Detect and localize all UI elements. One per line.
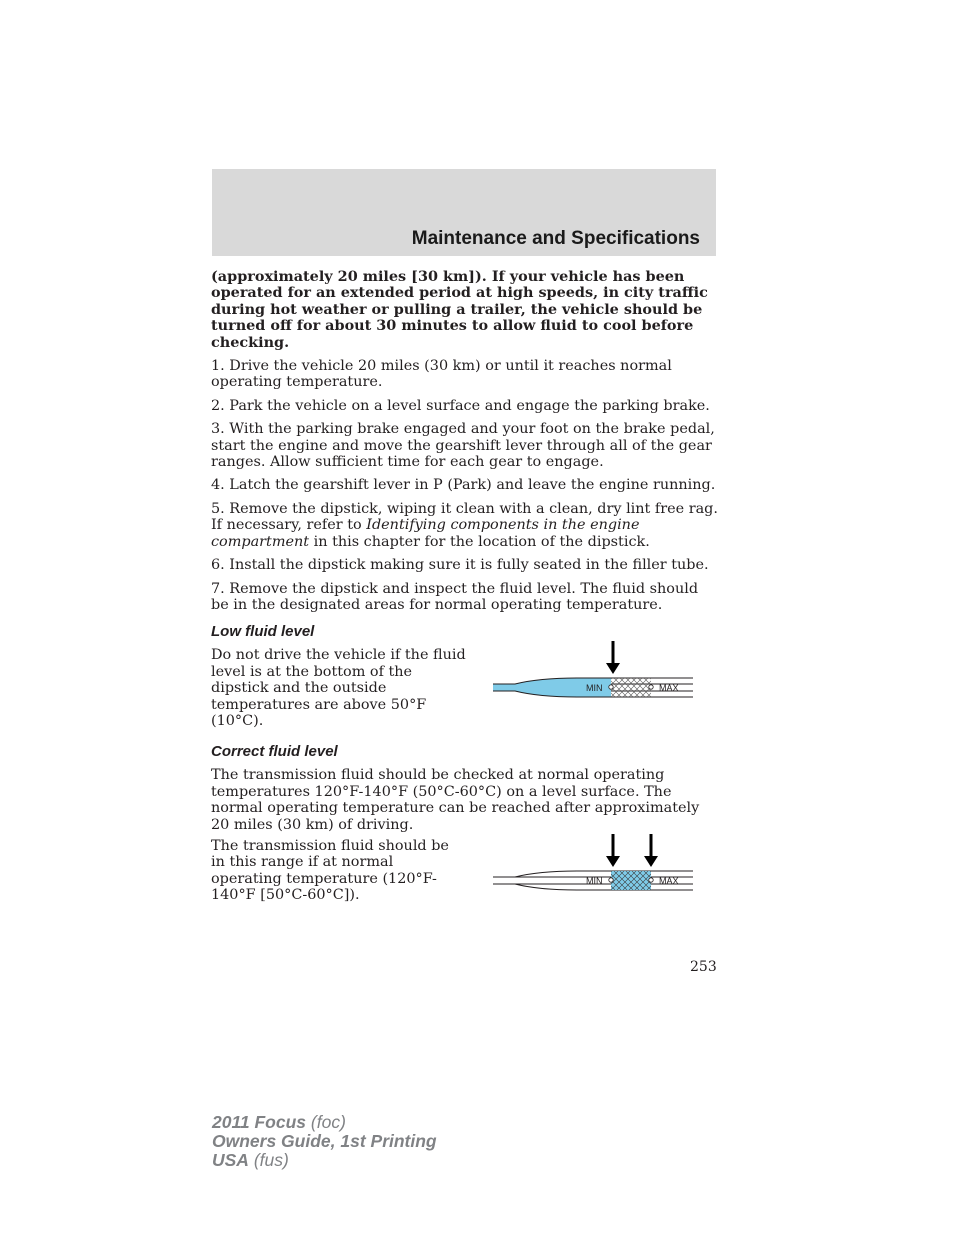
low-fluid-row [211,647,719,729]
step-5-reference: Identifying components in the engine compartment [211,517,640,550]
hatched-range-filled [611,871,651,890]
correct-fluid-row [211,838,719,904]
footer-line-3 [212,1151,437,1170]
step-7: 7. Remove the dipstick and inspect the fluid level. The fluid should be in the designated areas for normal operating temperature. [211,580,699,613]
correct-fluid-range-text: The transmission fluid should be in this range if at normal operating temperature (120°F-140°F [50°C-60°C]). [211,837,449,904]
max-label: MAX [659,875,679,886]
max-mark [649,878,653,882]
min-arrow-head [606,856,620,867]
min-mark [609,685,613,689]
step-5-tail: in this chapter for the location of the dipstick. [309,533,650,550]
footer-line-2 [212,1132,437,1151]
step-6: 6. Install the dipstick making sure it is fully seated in the filler tube. [211,557,709,574]
footer-market: USA [212,1150,249,1170]
footer [212,1113,437,1170]
max-label: MAX [659,683,679,694]
page-number: 253 [690,959,717,975]
max-mark [649,685,653,689]
intro-warning: (approximately 20 miles [30 km]). If your vehicle has been operated for an extended period at high speeds, in city traffic during hot weather or pulling a trailer, the vehicle should be turned off for about 30 minutes to allow fluid to cool before checking. [211,268,708,351]
step-4: 4. Latch the gearshift lever in P (Park) and leave the engine running. [211,477,716,494]
correct-fluid-text: The transmission fluid should be checked at normal operating temperatures 120°F-140°F (50°C-60°C) on a level surface. The normal operating temperature can be reached after approximately 20 miles (30 km) of driving. [211,767,700,833]
footer-edition: Owners Guide, 1st Printing [212,1131,437,1151]
footer-model: 2011 Focus [212,1112,307,1132]
footer-market-code: (fus) [248,1150,289,1170]
correct-fluid-dipstick-diagram [493,834,697,898]
page-content [211,269,719,911]
hatched-range [611,678,651,697]
header-band [212,169,716,256]
low-fluid-text: Do not drive the vehicle if the fluid level is at the bottom of the dipstick and the outside temperatures are above 50°F (10°C). [211,647,466,729]
max-arrow-head [644,856,658,867]
step-1: 1. Drive the vehicle 20 miles (30 km) or until it reaches normal operating temperature. [211,358,672,391]
footer-line-1 [212,1113,437,1132]
step-2: 2. Park the vehicle on a level surface and engage the parking brake. [211,397,710,414]
section-title: Maintenance and Specifications [411,228,700,249]
step-3: 3. With the parking brake engaged and your foot on the brake pedal, start the engine and move the gearshift lever through all of the gear ranges. Allow sufficient time for each gear to engage. [211,421,715,471]
min-label: MIN [586,875,603,886]
low-fluid-heading: Low fluid level [211,623,315,641]
step-5 [211,501,719,550]
low-fluid-dipstick-diagram [493,641,697,705]
correct-fluid-heading: Correct fluid level [211,743,338,761]
footer-model-code: (foc) [306,1112,346,1132]
step-5-text: 5. Remove the dipstick, wiping it clean with a clean, dry lint free rag. If necessary, refer to [211,500,718,534]
min-mark [609,878,613,882]
min-label: MIN [586,683,603,694]
level-arrow-head [606,663,620,674]
